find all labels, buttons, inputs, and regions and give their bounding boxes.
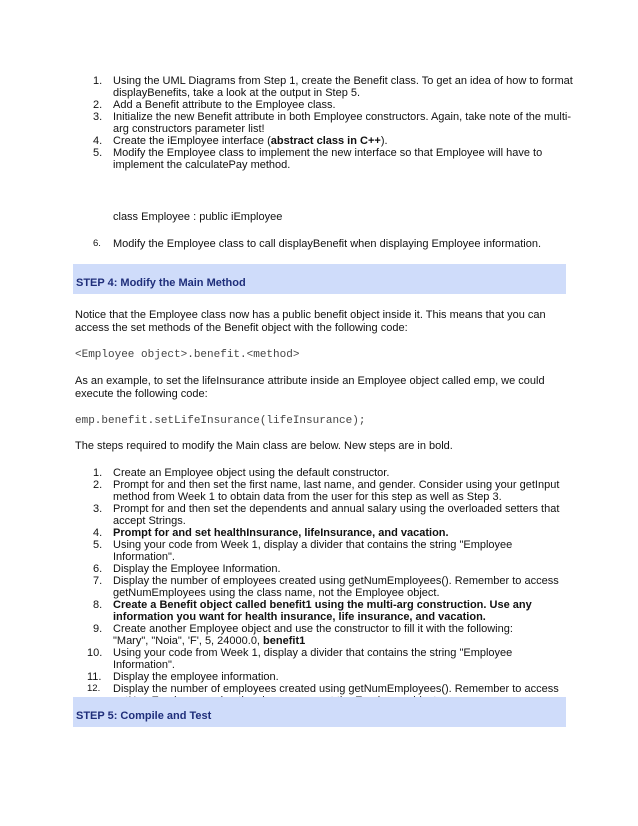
list-item-new — [73, 599, 573, 623]
list-number: 9. — [93, 623, 103, 635]
list-item — [73, 467, 573, 479]
list-item — [73, 623, 573, 647]
list-item — [73, 575, 573, 599]
list-item — [73, 99, 573, 111]
class-declaration: class Employee : public iEmployee — [113, 211, 283, 223]
section-heading: STEP 4: Modify the Main Method — [76, 277, 246, 289]
list-text: Using your code from Week 1, display a divider that contains the string "Employee Information". — [113, 539, 513, 563]
task-list-step3 — [73, 75, 573, 171]
list-number: 11. — [87, 671, 102, 683]
list-text: Display the employee information. — [113, 671, 279, 683]
list-text: Add a Benefit attribute to the Employee class. — [113, 99, 336, 111]
step4-heading-band — [73, 264, 566, 294]
list-number: 4. — [93, 527, 103, 539]
list-item-new — [73, 527, 573, 539]
list-text: Using your code from Week 1, display a divider that contains the string "Employee Information". — [113, 647, 513, 671]
list-text: Create another Employee object and use the constructor to fill it with the following: — [113, 623, 513, 635]
list-number: 4. — [93, 135, 103, 147]
paragraph: The steps required to modify the Main class are below. New steps are in bold. — [75, 440, 453, 452]
list-item — [73, 479, 573, 503]
list-number: 7. — [93, 575, 103, 587]
list-number: 3. — [93, 111, 103, 123]
list-text-bold: Create a Benefit object called benefit1 using the multi-arg construction. Use any information you want for health insurance, life insurance, and vacation. — [113, 599, 532, 623]
list-item — [73, 238, 573, 250]
list-number: 1. — [93, 467, 103, 479]
list-number: 10. — [87, 647, 103, 659]
list-item — [73, 647, 573, 671]
list-text: ). — [380, 135, 388, 147]
list-item — [73, 539, 573, 563]
list-text: Modify the Employee class to implement the new interface so that Employee will have to implement the calculatePay method. — [113, 147, 543, 171]
paragraph: As an example, to set the lifeInsurance attribute inside an Employee object called emp, we could execute the following code: — [75, 375, 545, 400]
list-text-bold: benefit1 — [263, 635, 306, 647]
list-text: Display the Employee Information. — [113, 563, 281, 575]
list-text: Create the iEmployee interface ( — [113, 135, 271, 147]
list-text-bold: abstract class in C++ — [270, 135, 381, 147]
list-item — [73, 503, 573, 527]
list-item — [73, 563, 573, 575]
list-number: 6. — [93, 563, 103, 575]
list-text: Initialize the new Benefit attribute in both Employee constructors. Again, take note of the multi-arg constructors parameter list! — [113, 111, 571, 135]
list-text: Modify the Employee class to call displayBenefit when displaying Employee information. — [113, 238, 541, 250]
list-number: 2. — [93, 99, 103, 111]
list-text: Using the UML Diagrams from Step 1, create the Benefit class. To get an idea of how to format displayBenefits, take a look at the output in Step 5. — [113, 75, 573, 99]
list-item — [73, 671, 573, 683]
step5-heading-band — [73, 697, 566, 727]
code-snippet: <Employee object>.benefit.<method> — [75, 349, 300, 361]
list-item — [73, 135, 573, 147]
list-text: "Mary", "Noia", 'F', 5, 24000.0, — [113, 635, 264, 647]
list-number: 2. — [93, 479, 103, 491]
list-item — [73, 111, 573, 135]
list-number: 1. — [93, 75, 103, 87]
list-item — [73, 147, 573, 171]
code-snippet: emp.benefit.setLifeInsurance(lifeInsurance); — [75, 415, 366, 427]
list-number: 6. — [93, 238, 101, 249]
main-method-steps — [73, 467, 573, 707]
list-number: 5. — [93, 147, 103, 159]
list-text: Display the number of employees created using getNumEmployees(). Remember to access getNumEmployees using the class name, not the Employee object. — [113, 575, 559, 599]
list-item — [73, 75, 573, 99]
list-number: 5. — [93, 539, 103, 551]
list-text: Prompt for and then set the dependents and annual salary using the overloaded setters that accept Strings. — [113, 503, 560, 527]
list-text: Create an Employee object using the default constructor. — [113, 467, 390, 479]
list-text-bold: Prompt for and set healthInsurance, lifeInsurance, and vacation. — [113, 527, 449, 539]
section-heading: STEP 5: Compile and Test — [76, 710, 212, 722]
task-list-continued — [73, 238, 573, 250]
list-number: 8. — [93, 599, 103, 611]
list-number: 3. — [93, 503, 103, 515]
paragraph: Notice that the Employee class now has a public benefit object inside it. This means that you can access the set methods of the Benefit object with the following code: — [75, 309, 546, 334]
list-text: Prompt for and then set the first name, last name, and gender. Consider using your getInput method from Week 1 to obtain data from the user for this step as well as Step 3. — [113, 479, 560, 503]
list-number: 12. — [87, 683, 101, 694]
list-text: Display the number of employees created using getNumEmployees(). Remember to access — [113, 683, 559, 695]
